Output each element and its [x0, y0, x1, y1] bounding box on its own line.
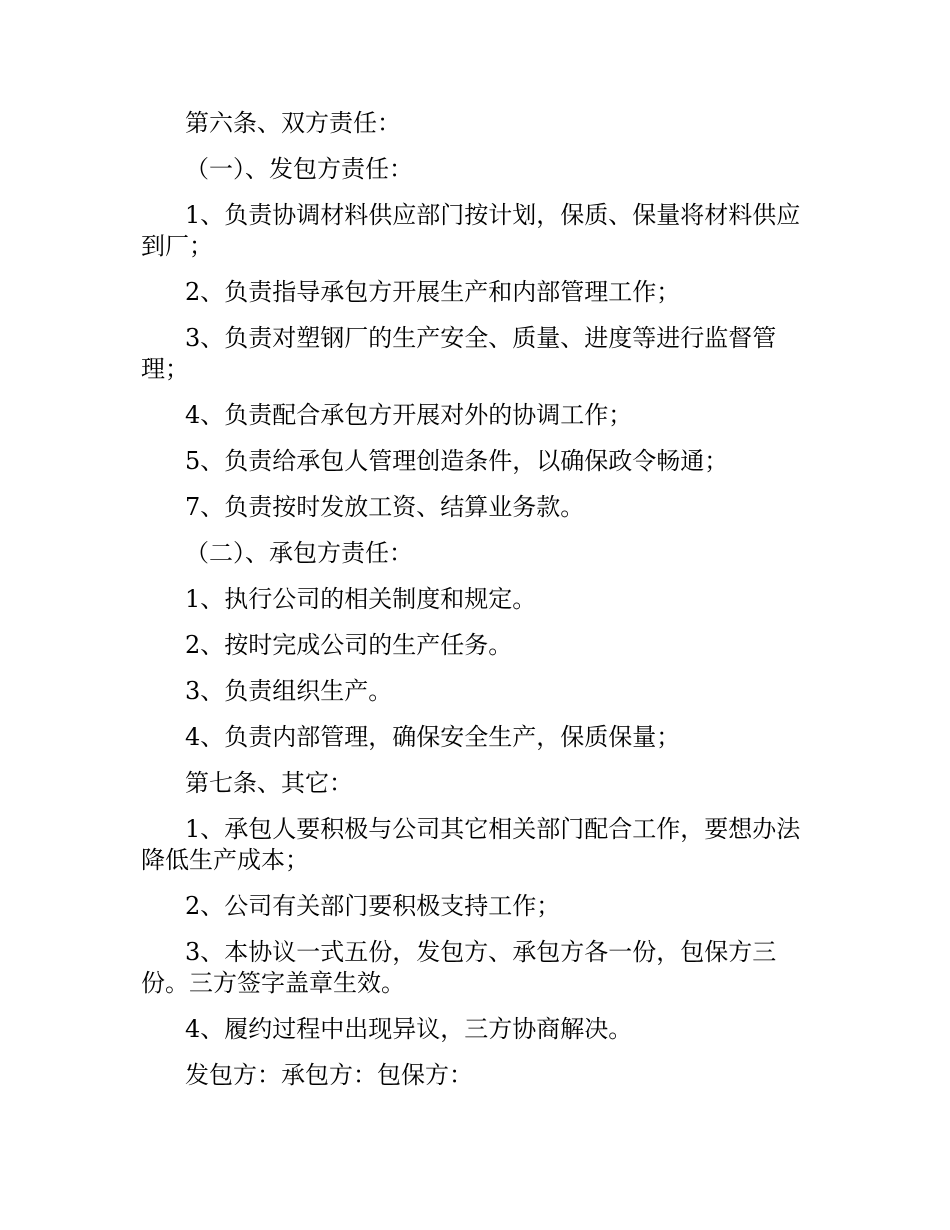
contractor-duty-3: 3、负责组织生产。	[185, 677, 393, 705]
other-clause-4: 4、履约过程中出现异议，三方协商解决。	[185, 1015, 633, 1043]
article-six-heading: 第六条、双方责任：	[185, 109, 401, 137]
other-clause-2: 2、公司有关部门要积极支持工作；	[185, 892, 561, 920]
other-clause-1: 1、承包人要积极与公司其它相关部门配合工作，要想办法降低生产成本；	[141, 815, 801, 874]
employer-duty-4: 4、负责配合承包方开展对外的协调工作；	[185, 401, 633, 429]
employer-duty-2: 2、负责指导承包方开展生产和内部管理工作；	[185, 278, 681, 306]
employer-duties-heading: （一）、发包方责任：	[185, 155, 413, 183]
other-clause-3: 3、本协议一式五份，发包方、承包方各一份，包保方三份。三方签字盖章生效。	[141, 938, 777, 997]
employer-duty-1: 1、负责协调材料供应部门按计划，保质、保量将材料供应到厂；	[141, 201, 801, 260]
document-body	[141, 108, 801, 1106]
contractor-duty-2: 2、按时完成公司的生产任务。	[185, 631, 513, 659]
contractor-duty-1: 1、执行公司的相关制度和规定。	[185, 585, 537, 613]
article-seven-heading: 第七条、其它：	[185, 769, 353, 797]
contractor-duty-4: 4、负责内部管理，确保安全生产，保质保量；	[185, 723, 681, 751]
employer-duty-5: 5、负责给承包人管理创造条件，以确保政令畅通；	[185, 447, 729, 475]
signature-line: 发包方：承包方：包保方：	[185, 1061, 473, 1089]
employer-duty-7: 7、负责按时发放工资、结算业务款。	[185, 493, 585, 521]
employer-duty-3: 3、负责对塑钢厂的生产安全、质量、进度等进行监督管理；	[141, 324, 777, 383]
contractor-duties-heading: （二）、承包方责任：	[185, 539, 413, 567]
